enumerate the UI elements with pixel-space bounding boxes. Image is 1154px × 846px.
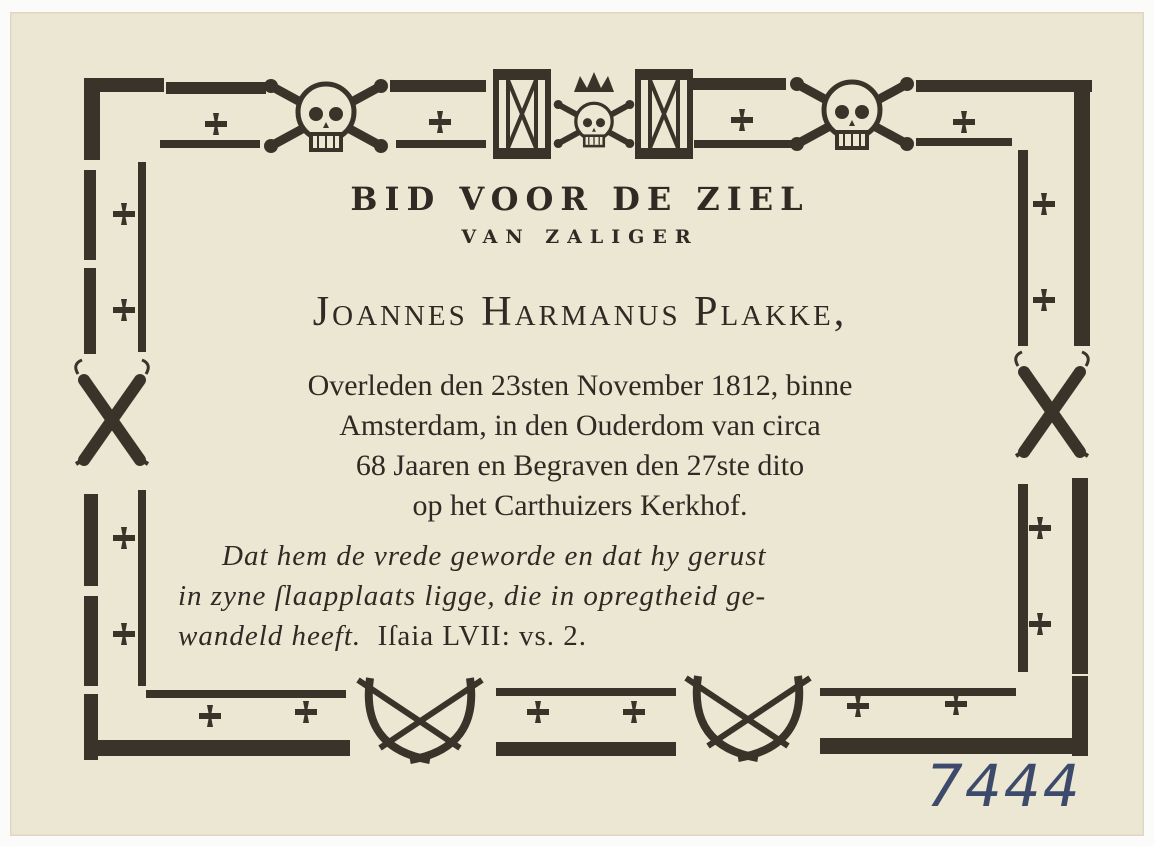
verse-line-text: wandeld heeft. bbox=[178, 620, 362, 652]
death-line: 68 Jaaren en Begraven den 27ste dito bbox=[355, 449, 805, 482]
catalog-number: 7444 bbox=[926, 752, 1082, 820]
verse-line: Dat hem de vrede geworde en dat hy gerust bbox=[222, 540, 767, 572]
death-line: Amsterdam, in den Ouderdom van circa bbox=[339, 409, 821, 442]
death-notice bbox=[150, 366, 1010, 526]
crowned-skull-icon bbox=[554, 72, 635, 148]
frame-bottom bbox=[90, 688, 1080, 756]
deceased-name: Joannes Harmanus Plakke, bbox=[312, 289, 848, 335]
scripture-verse bbox=[178, 536, 998, 656]
crossed-torches-icon bbox=[76, 360, 149, 464]
verse-reference: Iſaia LVII: vs. 2. bbox=[377, 620, 588, 652]
hourglass-icon bbox=[638, 72, 690, 156]
verse-line bbox=[178, 616, 998, 656]
card-subheading: VAN ZALIGER bbox=[461, 226, 699, 248]
crossed-scythes-icon bbox=[358, 678, 482, 760]
skull-crossbones-icon bbox=[264, 79, 388, 153]
crossed-scythes-icon bbox=[686, 676, 810, 758]
crossed-torches-icon bbox=[1016, 352, 1089, 456]
card-heading: BID VOOR DE ZIEL bbox=[350, 180, 810, 218]
verse-line: in zyne ſlaapplaats ligge, die in opregtheid ge- bbox=[178, 580, 767, 612]
skull-crossbones-icon bbox=[790, 77, 914, 151]
hourglass-icon bbox=[496, 72, 548, 156]
death-line: Overleden den 23sten November 1812, binne bbox=[307, 369, 853, 402]
death-line: op het Carthuizers Kerkhof. bbox=[412, 489, 748, 522]
